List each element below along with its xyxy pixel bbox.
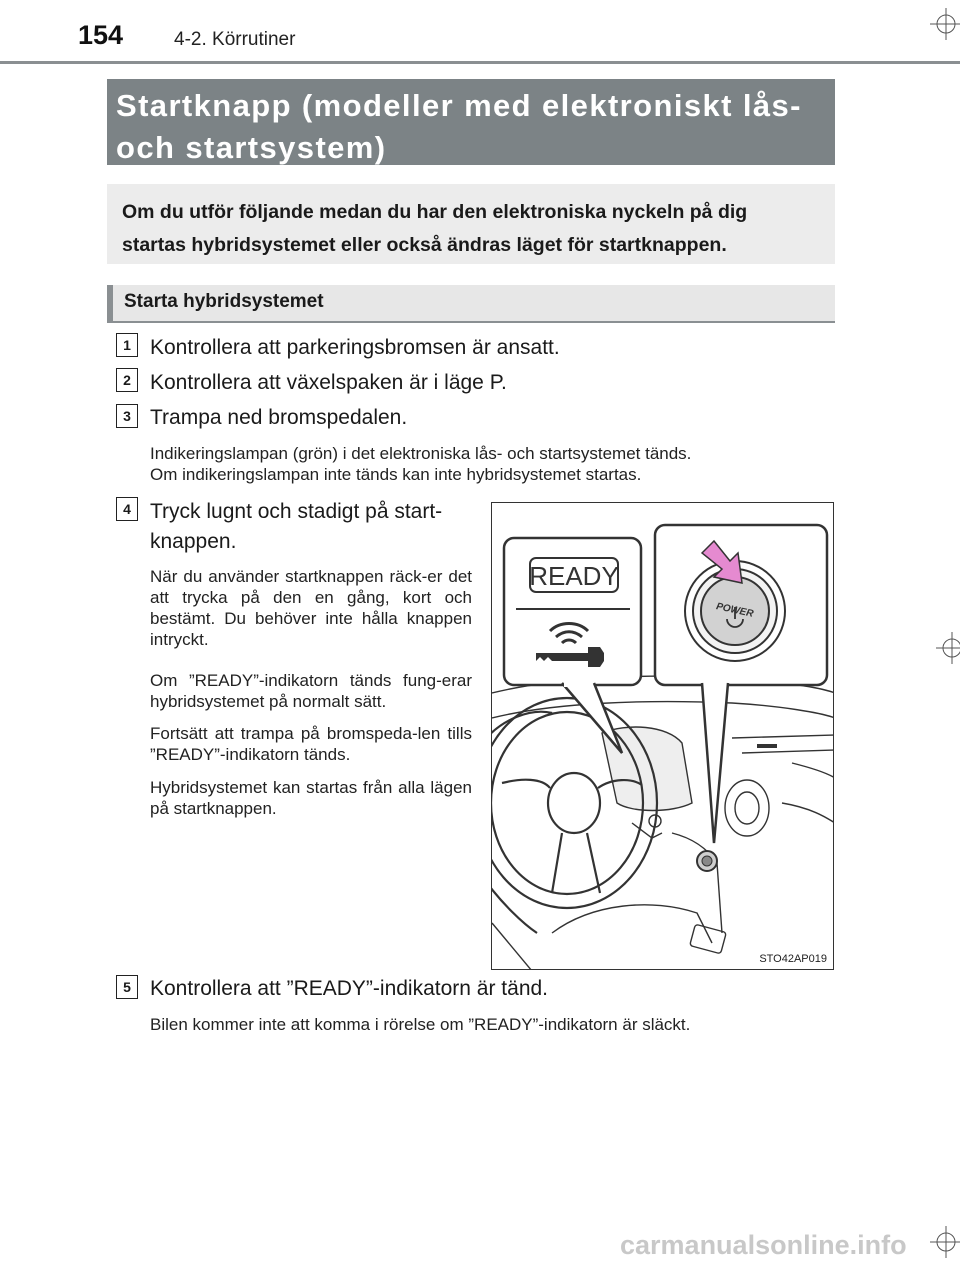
power-label: POWER [715,601,755,620]
watermark: carmanualsonline.info [620,1230,907,1260]
step-note: Fortsätt att trampa på bromspeda-len tills ”READY”-indikatorn tänds. [150,724,472,764]
step-number-badge: 5 [116,975,138,999]
figure-code: STO42AP019 [759,953,827,965]
section-title: 4-2. Körrutiner [174,29,296,50]
intro-line: startas hybridsystemet eller också ändras läget för startknappen. [122,234,727,256]
step-number-badge: 1 [116,333,138,357]
intro-box [107,184,835,264]
subsection-heading: Starta hybridsystemet [107,285,835,323]
crop-mark-icon [930,1226,960,1258]
step-note: Hybridsystemet kan startas från alla lägen på startknappen. [150,778,472,818]
header-divider [0,61,960,64]
dashboard-lines [492,676,834,970]
step-text: Kontrollera att ”READY”-indikatorn är tänd. [150,977,549,1000]
step-text: Kontrollera att växelspaken är i läge P. [150,371,507,394]
step-number-badge: 3 [116,404,138,428]
step-text: knappen. [150,530,237,553]
step-text: Tryck lugnt och stadigt på start- [150,500,443,523]
page-title-line: Startknapp (modeller med elektroniskt lås- [116,88,802,123]
page-title-line: och startsystem) [116,130,387,165]
step-number-badge: 4 [116,497,138,521]
step-text: Kontrollera att parkeringsbromsen är ansatt. [150,336,560,359]
step-note: Bilen kommer inte att komma i rörelse om ”READY”-indikatorn är släckt. [150,1015,691,1034]
step-note: Om indikeringslampan inte tänds kan inte hybridsystemet startas. [150,465,642,484]
step-note: Om ”READY”-indikatorn tänds fung-erar hybridsystemet på normalt sätt. [150,671,472,711]
crop-mark-icon [930,8,960,40]
crop-mark-icon [936,632,960,664]
step-note: När du använder startknappen räck-er det att trycka på den en gång, kort och bestämt. Du behöver inte hålla knappen intryckt. [150,567,472,649]
step-note: Indikeringslampan (grön) i det elektroniska lås- och startsystemet tänds. [150,444,692,463]
dashboard-drawing [492,503,834,970]
step-text: Trampa ned bromspedalen. [150,406,408,429]
ready-label: READY [529,561,619,591]
page-number: 154 [78,20,124,50]
intro-line: Om du utför följande medan du har den elektroniska nyckeln på dig [122,201,748,223]
step-number-badge: 2 [116,368,138,392]
dashboard-illustration [491,502,834,970]
page-title [107,79,835,165]
